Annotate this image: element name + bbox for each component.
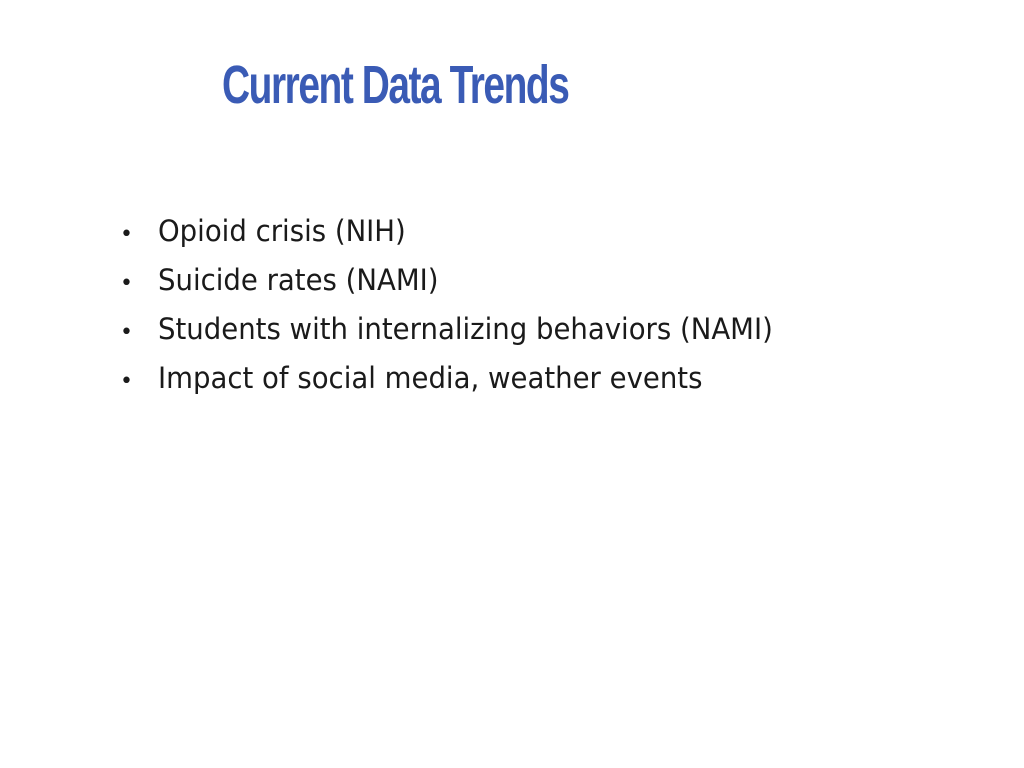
bullet-icon: • <box>120 222 133 247</box>
bullet-item <box>120 361 805 410</box>
bullet-icon: • <box>120 320 133 345</box>
bullet-list <box>120 214 805 410</box>
slide-title: Current Data Trends <box>222 55 569 115</box>
bullet-text: Students with internalizing behaviors (NAMI) <box>158 312 773 346</box>
bullet-text: Opioid crisis (NIH) <box>158 214 406 248</box>
bullet-item <box>120 263 805 312</box>
bullet-item <box>120 214 805 263</box>
bullet-text: Suicide rates (NAMI) <box>158 263 439 297</box>
bullet-icon: • <box>120 271 133 296</box>
bullet-item <box>120 312 805 361</box>
bullet-icon: • <box>120 369 133 394</box>
bullet-text: Impact of social media, weather events <box>158 361 703 395</box>
